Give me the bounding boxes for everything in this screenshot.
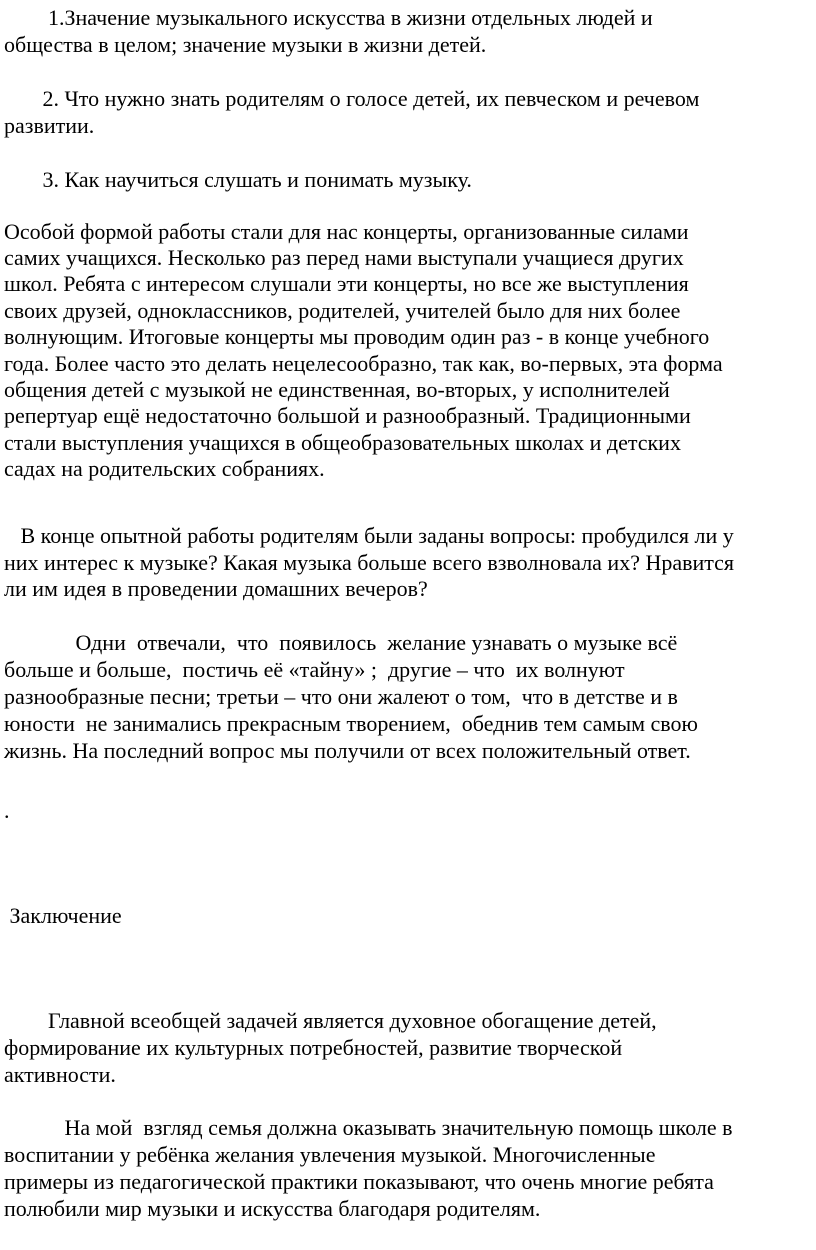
paragraph-3-line-5: жизнь. На последний вопрос мы получили от всех положительный ответ. — [4, 738, 691, 763]
list-item-1-line-2: общества в целом; значение музыки в жизни детей. — [4, 32, 487, 57]
paragraph-3-line-3: разнообразные песни; третьи – что они жалеют о том, что в детстве и в — [4, 684, 678, 709]
paragraph-2-line-1: В конце опытной работы родителям были заданы вопросы: пробудился ли у — [4, 523, 734, 548]
conclusion-paragraph-2-line-1: На мой взгляд семья должна оказывать значительную помощь школе в — [4, 1115, 733, 1140]
paragraph-4-line-1: . — [4, 798, 10, 823]
paragraph-1-line-1: Особой формой работы стали для нас концерты, организованные силами — [4, 219, 689, 244]
paragraph-2-line-2: них интерес к музыке? Какая музыка больше всего взволновала их? Нравится — [4, 550, 735, 575]
paragraph-1-line-2: самих учащихся. Несколько раз перед нами выступали учащиеся других — [4, 245, 684, 270]
conclusion-paragraph-1-line-1: Главной всеобщей задачей является духовное обогащение детей, — [4, 1008, 657, 1033]
paragraph-1-line-7: общения детей с музыкой не единственная, во-вторых, у исполнителей — [4, 377, 670, 402]
section-heading: Заключение — [4, 903, 122, 928]
conclusion-paragraph-1-line-2: формирование их культурных потребностей, развитие творческой — [4, 1035, 623, 1060]
conclusion-paragraph-1-line-3: активности. — [4, 1062, 116, 1087]
paragraph-1-line-5: волнующим. Итоговые концерты мы проводим один раз - в конце учебного — [4, 324, 710, 349]
paragraph-1-line-6: года. Более часто это делать нецелесообразно, так как, во-первых, эта форма — [4, 351, 723, 376]
paragraph-3-line-4: юности не занимались прекрасным творением, обеднив тем самым свою — [4, 711, 698, 736]
paragraph-1-line-3: школ. Ребята с интересом слушали эти концерты, но все же выступления — [4, 271, 689, 296]
paragraph-1-line-10: садах на родительских собраниях. — [4, 456, 325, 481]
paragraph-2-line-3: ли им идея в проведении домашних вечеров? — [4, 576, 428, 601]
conclusion-paragraph-2-line-3: примеры из педагогической практики показывают, что очень многие ребята — [4, 1169, 714, 1194]
list-item-2-line-2: развитии. — [4, 113, 95, 138]
conclusion-paragraph-2-line-4: полюбили мир музыки и искусства благодаря родителям. — [4, 1196, 541, 1221]
paragraph-3-line-1: Одни отвечали, что появилось желание узнавать о музыке всё — [4, 630, 678, 655]
paragraph-1-line-4: своих друзей, одноклассников, родителей, учителей было для них более — [4, 298, 681, 323]
paragraph-1-line-8: репертуар ещё недостаточно большой и разнообразный. Традиционными — [4, 403, 691, 428]
list-item-3-line-1: 3. Как научиться слушать и понимать музыку. — [4, 167, 472, 192]
list-item-2-line-1: 2. Что нужно знать родителям о голосе детей, их певческом и речевом — [4, 86, 700, 111]
paragraph-3-line-2: больше и больше, постичь её «тайну» ; другие – что их волнуют — [4, 657, 625, 682]
conclusion-paragraph-2-line-2: воспитании у ребёнка желания увлечения музыкой. Многочисленные — [4, 1142, 656, 1167]
list-item-1-line-1: 1.Значение музыкального искусства в жизни отдельных людей и — [4, 5, 653, 30]
paragraph-1-line-9: стали выступления учащихся в общеобразовательных школах и детских — [4, 430, 681, 455]
